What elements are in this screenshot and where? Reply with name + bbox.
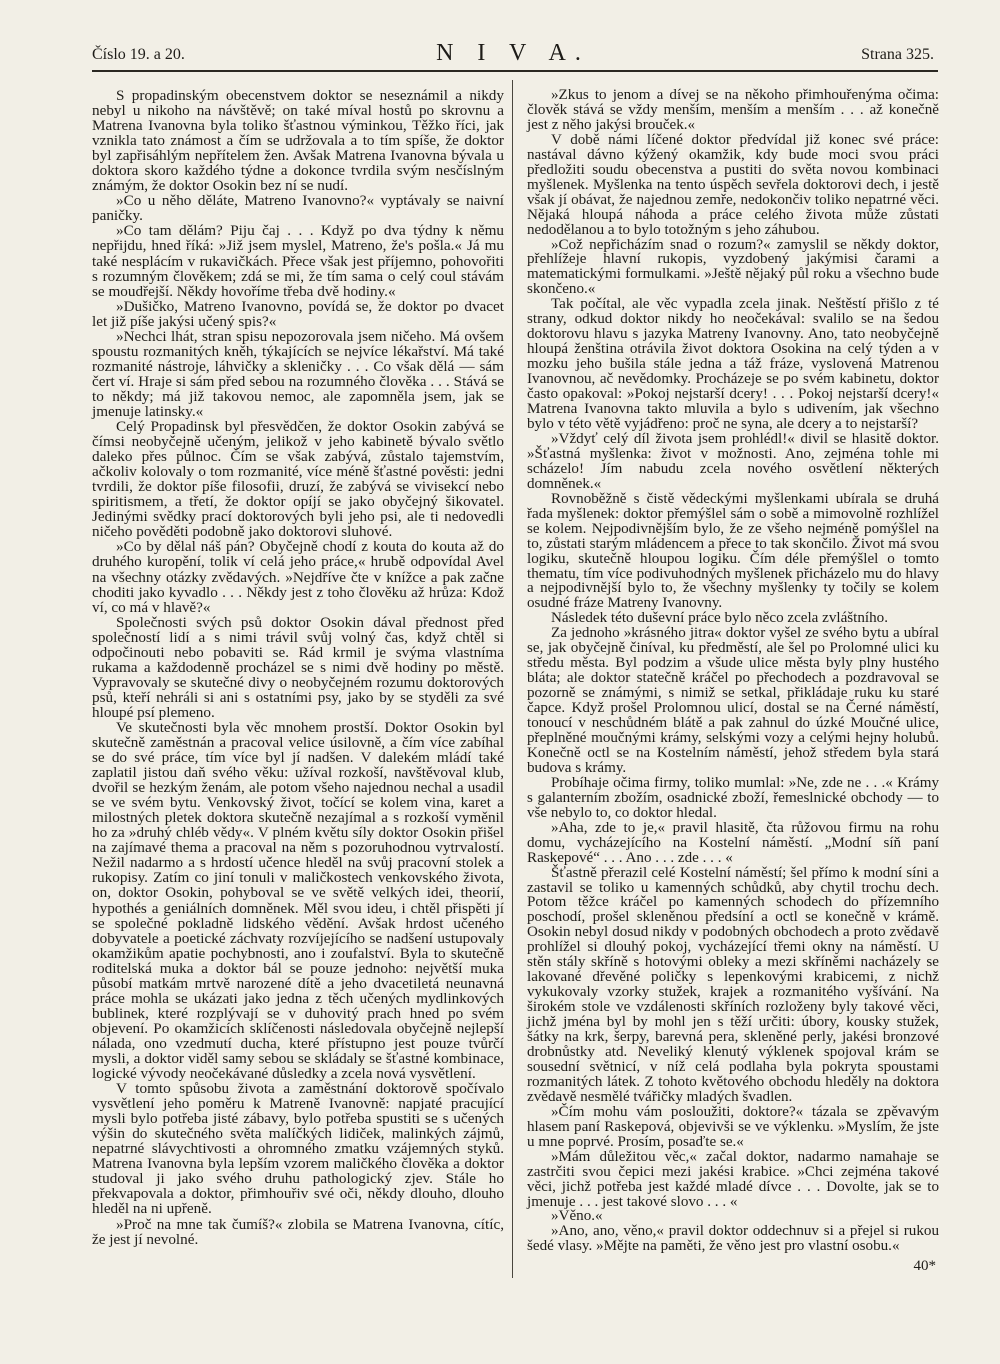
paragraph: »Věno.« — [551, 1208, 603, 1225]
left-column — [92, 88, 504, 1247]
paragraph: V tomto spůsobu života a zaměstnání doktorově spočívalo vysvětlení jeho poměru k Matreně Ivanovně: napjaté pracující mysli bylo potřeba jisté zábavy, bylo potřeba spustiti se s učených výšin do skutečného světa malíčkých lidiček, malinkých zájmů, nepatrné slávychtivosti a ohromného zmatku vzájemných styků. Matrena Ivanovna byla lepším vzorem maličkého člověka a doktor studoval ji jako svého druhu pathologický zjev. Stále ho překvapovala a doktor, přimhouřiv své oči, někdy dlouho, dlouho hleděl na ni upřeně. — [92, 1080, 504, 1218]
paragraph: V době námi líčené doktor předvídal již konec své práce: nastával dávno kýžený okamžik, kdy bude moci svou práci předložiti soudu obecenstva a pustiti do světa novou kombinaci myšlenek. Myšlenka na tento úspěch sevřela doktorovi dech, i jestě však jí obávat, že najednou zemře, nedokončiv toliko nepatrné věci. Nějaká hloupá náhoda a práce celého života může zůstati nedodělanou a to bylo totožným s jeho záhubou. — [527, 131, 939, 238]
right-column — [527, 88, 939, 1254]
journal-title: N I V A. — [436, 40, 590, 66]
paragraph: Za jednoho »krásného jitra« doktor vyšel ze svého bytu a ubíral se, jak obyčejně činíval, ku předměstí, ale šel po Prolomné ulici ku středu města. Byl podzim a všude ulice města byly plny hustého bláta; ale doktor statečně kráčel po přechodech a pozdravoval se pozorně se známými, s nimiž se setkal, přikládaje ruku ku staré čapce. Když prošel Prolomnou ulicí, dostal se na Černé náměstí, tonoucí v neschůdném blátě a pak zahnul do úzké Moučné ulice, přeplněné moučnými krámy, selskými vozy a celými hejny holubů. Konečně octl se na Kostelním náměstí, jehož středem byla stará budova s krámy. — [527, 625, 939, 776]
paragraph: Rovnoběžně s čistě vědeckými myšlenkami ubírala se druhá řada myšlenek: doktor přemýšlel sám o sobě a mimovolně rozhlížel se kolem. Nejpodivnějším bylo, že ze všeho nejméně pomýšlel na to, zůstati starým mládencem a přece to tak skončilo. Život má svou logiku, skutečně hloupou logiku. Čím déle přemýšlel o tomto thematu, tím více podivuhodných myšlenek přicházelo mu do hlavy a nejpodivnější bylo to, že všechny myšlenky ty točily se kolem osudné fráze Matreny Ivanovny. — [527, 490, 939, 612]
paragraph: Ve skutečnosti byla věc mnohem prostší. Doktor Osokin byl skutečně zaměstnán a pracoval velice úsilovně, a čím více zabíhal se do své práce, tím více byl jí nadšen. V dalekém mládí také zaplatil jistou daň svého věku: užíval rozkoší, navštěvoval klub, dvořil se hezkým ženám, ale potom všeho najednou nechal a usadil se ve svém bytu. Venkovský život, točící se kolem vina, karet a milostných pletek doktora skutečně nezajímal a s rozkoší vyměnil ho za »druhý chléb vědy«. V plném květu síly doktor Osokin přišel na zajímavé thema a pracoval na něm s pozoruhodnou vytrvalostí. Nežil nadarmo a s hrdostí učence hleděl na svůj pracovní stolek a rukopisy. Zatím co jiní tonuli v maličkostech venkovského života, on, doktor Osokin, pohyboval se ve světě velkých idei, theorií, hypothés a geniálních domněnek. Měl svou ideu, i chtěl přispěti jí se společné pokladně lidského vědění. Avšak hrdost učeného dobyvatele a poetické záchvaty rozvíjejícího se nadšení ustupovaly okamžikům apatie pochybnosti, ano i zoufalství. Byla to skutečně roditelská muka a doktor bál se pouze jednoho: největší muka působí matkám mrtvě narozené dítě a jeho dvacetiletá neunavná práce mohla se ukázati jako jedna z těch učených mydlinkových bublinek, které rozplývají se v duhovitý prach hned po svém objevení. Po okamžicích sklíčenosti následovala obyčejně nejlepší nálada, ono vzedmutí ducha, které přístupno jest pouze tvůrčí mysli, a doktor viděl samy sebou se skládaly se šťastné kombinace, logické vývody neočekávané důsledky a zcela nová vysvětlení. — [92, 718, 504, 1083]
paragraph: Tak počítal, ale věc vypadla zcela jinak. Neštěstí přišlo z té strany, odkud doktor nikdy ho neočekával: svalilo se na šedou doktorovu hlavu s jazyka Matreny Ivanovny. Ano, tato neobyčejně hloupá ženština otrávila život doktora Osokina na celý týden a v mozku jeho bušila stále jedna a táž fráze, vyslovená Matrenou Ivanovnou, ač nevědomky. Procházeje se po svém kabinetu, doktor často opakoval: »Pokoj nejstarší dcery! . . . Pokoj nejstarší dcery!« Matrena Ivanovna takto mluvila a bylo s udivením, jak všechno bylo v této větě vyjádřeno: proč ne syna, ale dcery a to nejstarší? — [527, 296, 939, 432]
paragraph: »Ano, ano, věno,« pravil doktor oddechnuv si a přejel si rukou šedé vlasy. »Mějte na paměti, že věno jest pro vlastní osobu.« — [527, 1223, 939, 1255]
header-rule — [92, 70, 938, 72]
paragraph: »Zkus to jenom a dívej se na někoho přimhouřenýma očima: člověk stává se vždy menším, menším a menším . . . až konečně jest z něho jakýsi brouček.« — [527, 87, 939, 133]
sheet-mark: 40* — [913, 1258, 936, 1274]
paragraph: »Aha, zde to je,« pravil hlasitě, čta růžovou firmu na rohu domu, vycházejícího na Kostelní náměstí. „Modní síň paní Raskepové“ . . . Ano . . . zde . . . « — [527, 819, 939, 866]
page-header — [92, 38, 934, 68]
column-divider — [512, 80, 513, 1278]
issue-number: Číslo 19. a 20. — [92, 46, 185, 63]
paragraph: »Dušičko, Matreno Ivanovno, povídá se, že doktor po dvacet let již píše jakýsi učený spis?« — [92, 297, 504, 330]
paragraph: »Proč na mne tak čumíš?« zlobila se Matrena Ivanovna, cítíc, že jest jí nevolné. — [92, 1215, 504, 1248]
paragraph: »Co u něho děláte, Matreno Ivanovno?« vyptávaly se naivní paničky. — [92, 192, 504, 225]
paragraph: S propadinským obecenstvem doktor se neseznámil a nikdy nebyl u nikoho na návštěvě; on také míval hostů po skrovnu a Matrena Ivanovna byla toliko šťastnou výminkou, Těžko říci, jak vznikla tato známost a čím se udržovala a to tím spíše, že doktor byl zapřisáhlým nepřítelem žen. Avšak Matrena Ivanovna bývala u doktora skoro každého týdne a dokonce tvrdila svým nesčíslným známým, že doktor Osokin bez ní se nudí. — [92, 87, 504, 195]
paragraph: »Vždyť celý díl života jsem prohlédl!« divil se hlasitě doktor. »Šťastná myšlenka: život v možnosti. Ano, zejména tohle mi scházelo! Jím nabudu zcela nového osvětlení některých domněnek.« — [527, 430, 939, 492]
paragraph: Společnosti svých psů doktor Osokin dával přednost před společností lidí a s nimi trávil svůj volný čas, když chtěl si odpočinouti nebo pobaviti se. Rád krmil je svýma vlastníma rukama a každodenně procházel se s nimi dvě hodiny po městě. Vypravovaly se skutečné divy o neobyčejném rozumu doktorových psů, kteří nehráli si ani s ostatními psy, jako by se styděli za své hloupé psí plemeno. — [92, 613, 504, 721]
paragraph: »Nechci lhát, stran spisu nepozorovala jsem ničeho. Má ovšem spoustu rozmanitých kněh, týkajících se nejvíce lékařství. Má také rozmanité nástroje, láhvičky a skleničky . . . Co však dělá — sám čert ví. Hraje si sám před sebou na rozumného člověka . . . Stává se to někdy; má již takovou nemoc, ale zapomněla jsem, jak se jmenuje latinsky.« — [92, 327, 504, 420]
paragraph: »Mám důležitou věc,« začal doktor, nadarmo namahaje se zastrčiti svou čepici mezi jakési krabice. »Chci zejména takové věci, jichž potřeba jest každé mladé dívce . . . Dovolte, jak se to jmenuje . . . jest takové slovo . . . « — [527, 1148, 939, 1210]
paragraph: Následek této duševní práce bylo něco zcela zvláštního. — [551, 610, 888, 627]
paragraph: Probíhaje očima firmy, toliko mumlal: »Ne, zde ne . . .« Krámy s galanterním zbožím, osadnické zboží, řemeslnické obchody — to vše nebylo to, co doktor hledal. — [527, 774, 939, 821]
paragraph: »Co by dělal náš pán? Obyčejně chodí z kouta do kouta až do druhého kuropění, tolik ví celá jeho práce,« hrubě odpovídal Avel na všechny otázky zvědavých. »Nejdříve čte v knížce a pak začne choditi jako kyvadlo . . . Někdy jest z toho člověku až hrůza: Kdož ví, co má v hlavě?« — [92, 538, 504, 616]
page-number: Strana 325. — [861, 46, 934, 63]
paragraph: Celý Propadinsk byl přesvědčen, že doktor Osokin zabývá se čímsi neobyčejně učeným, jelikož v jeho kabinetě bývalo světlo daleko přes půlnoc. Čím se však zabývá, zůstalo tajemstvím, ačkoliv kolovaly o tom rozmanité, více méně šťastné pověsti: jedni tvrdili, že doktor píše filosofii, druzí, že zabývá se vivisekcí nebo spiritismem, a třetí, že doktor opíjí se jako obyčejný šikovatel. Jedinými svědky prací doktorových byli jeho psi, ale ti nedovedli ničeho pověděti podobně jako doktorovi sluhové. — [92, 418, 504, 541]
paragraph: Šťastně přerazil celé Kostelní náměstí; šel přímo k modní síni a zastavil se toliko u kamenných schůdků, aby chytil trochu dech. Potom těžce kráčel po kamenných schodech do přízemního poschodí, prošel skleněnou předsíní a octl se konečně v krámě. Osokin nebyl dosud nikdy v podobných obchodech a proto zvědavě prohlížel si dlouhý pokoj, vycházející třemi okny na náměstí. U stěn stály skříně s hotovými obleky a mezi skříněmi nacházely se lakované dřevěné poličky s lepenkovými krabicemi, z nichž vykukovaly vzorky stužek, krajek a rozmanitého vyšívání. Na širokém stole ve vzdálenosti skříních rozloženy byly takové věci, jichž jména byl by mohl jen s těží určiti: úbory, kousky stužek, šátky na krk, šerpy, barevná pera, skleněné perly, jakési bronzové drobnůstky atd. Neveliký klenutý výklenek spojoval krám se sousední světnicí, v níž celá podlaha byla pokryta spoustami rozmanitých látek. Z tohoto květového obchodu hleděly na doktora zvědavě nesmělé tvářičky mladých švadlen. — [527, 864, 939, 1105]
paragraph: »Což nepřicházím snad o rozum?« zamyslil se někdy doktor, přehlížeje hlavní rukopis, vyzdobený jakýmisi čarami a matematickými formulkami. »Ještě nějaký půl roku a všechno bude skončeno.« — [527, 236, 939, 298]
paragraph: »Čím mohu vám posloužiti, doktore?« tázala se zpěvavým hlasem paní Raskepová, objevivši se ve výklenku. »Myslím, že jste u mne poprvé. Prosím, posaďte se.« — [527, 1103, 939, 1150]
paragraph: »Co tam dělám? Piju čaj . . . Když po dva týdny k němu nepřijdu, hned říká: »Již jsem myslel, Matreno, že's pošla.« Já mu také nesplácím v rukavičkách. Přece však jest příjemno, pohovořiti s rozumným člověkem; zdá se mi, že tím sama o celý coul stávám se moudřejší. Někdy hovoříme třeba dvě hodiny.« — [92, 222, 504, 300]
